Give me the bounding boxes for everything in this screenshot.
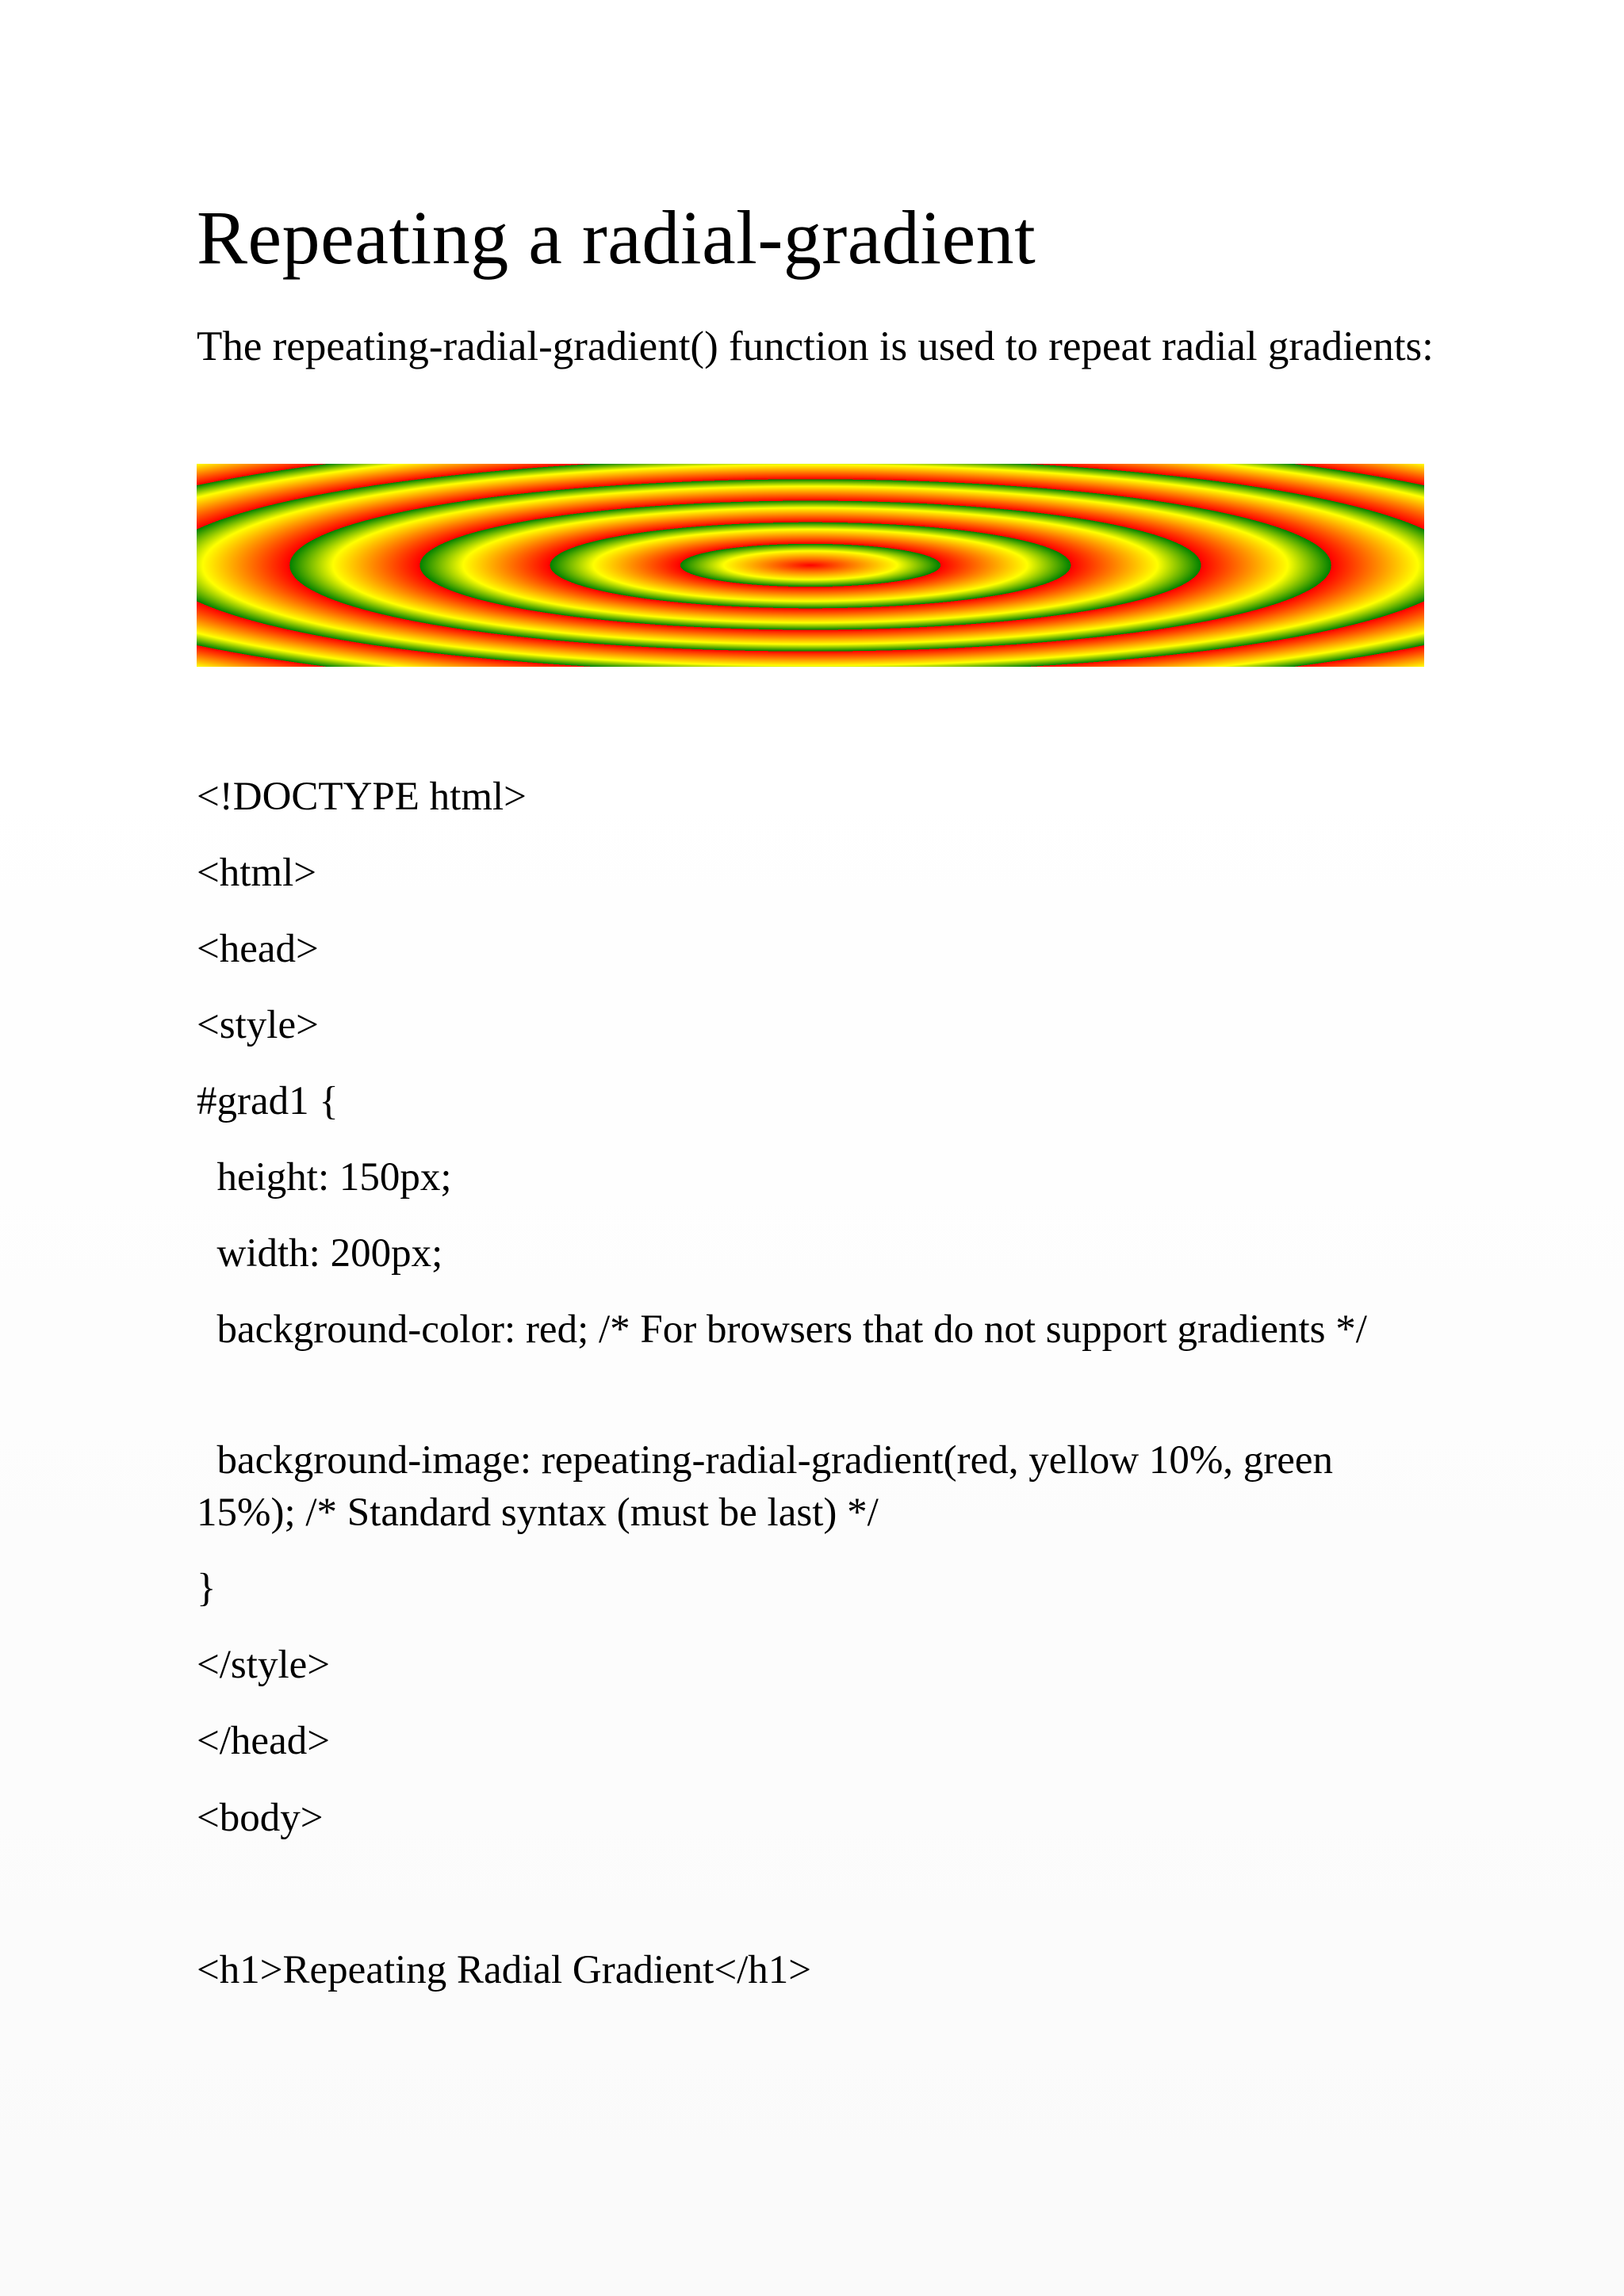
code-line: </head>: [197, 1719, 330, 1763]
code-line: <head>: [197, 927, 319, 971]
page-title: Repeating a radial-gradient: [197, 195, 1036, 280]
repeating-radial-gradient-demo: [197, 464, 1424, 667]
code-line: <body>: [197, 1796, 324, 1840]
code-line: background-image: repeating-radial-gradient(red, yellow 10%, green 15%); /* Standard syntax (must be last) */: [197, 1438, 1343, 1535]
code-line: width: 200px;: [197, 1231, 443, 1276]
intro-paragraph: The repeating-radial-gradient() function is used to repeat radial gradients:: [197, 323, 1434, 369]
code-line: <style>: [197, 1003, 319, 1047]
code-line: #grad1 {: [197, 1079, 339, 1123]
code-line: <!DOCTYPE html>: [197, 775, 527, 819]
code-line: </style>: [197, 1643, 331, 1687]
code-line: <h1>Repeating Radial Gradient</h1>: [197, 1948, 812, 1992]
code-line: background-color: red; /* For browsers that do not support gradients */: [197, 1307, 1367, 1352]
code-line: height: 150px;: [197, 1155, 452, 1200]
code-line: }: [197, 1566, 216, 1610]
code-line: <html>: [197, 851, 317, 895]
